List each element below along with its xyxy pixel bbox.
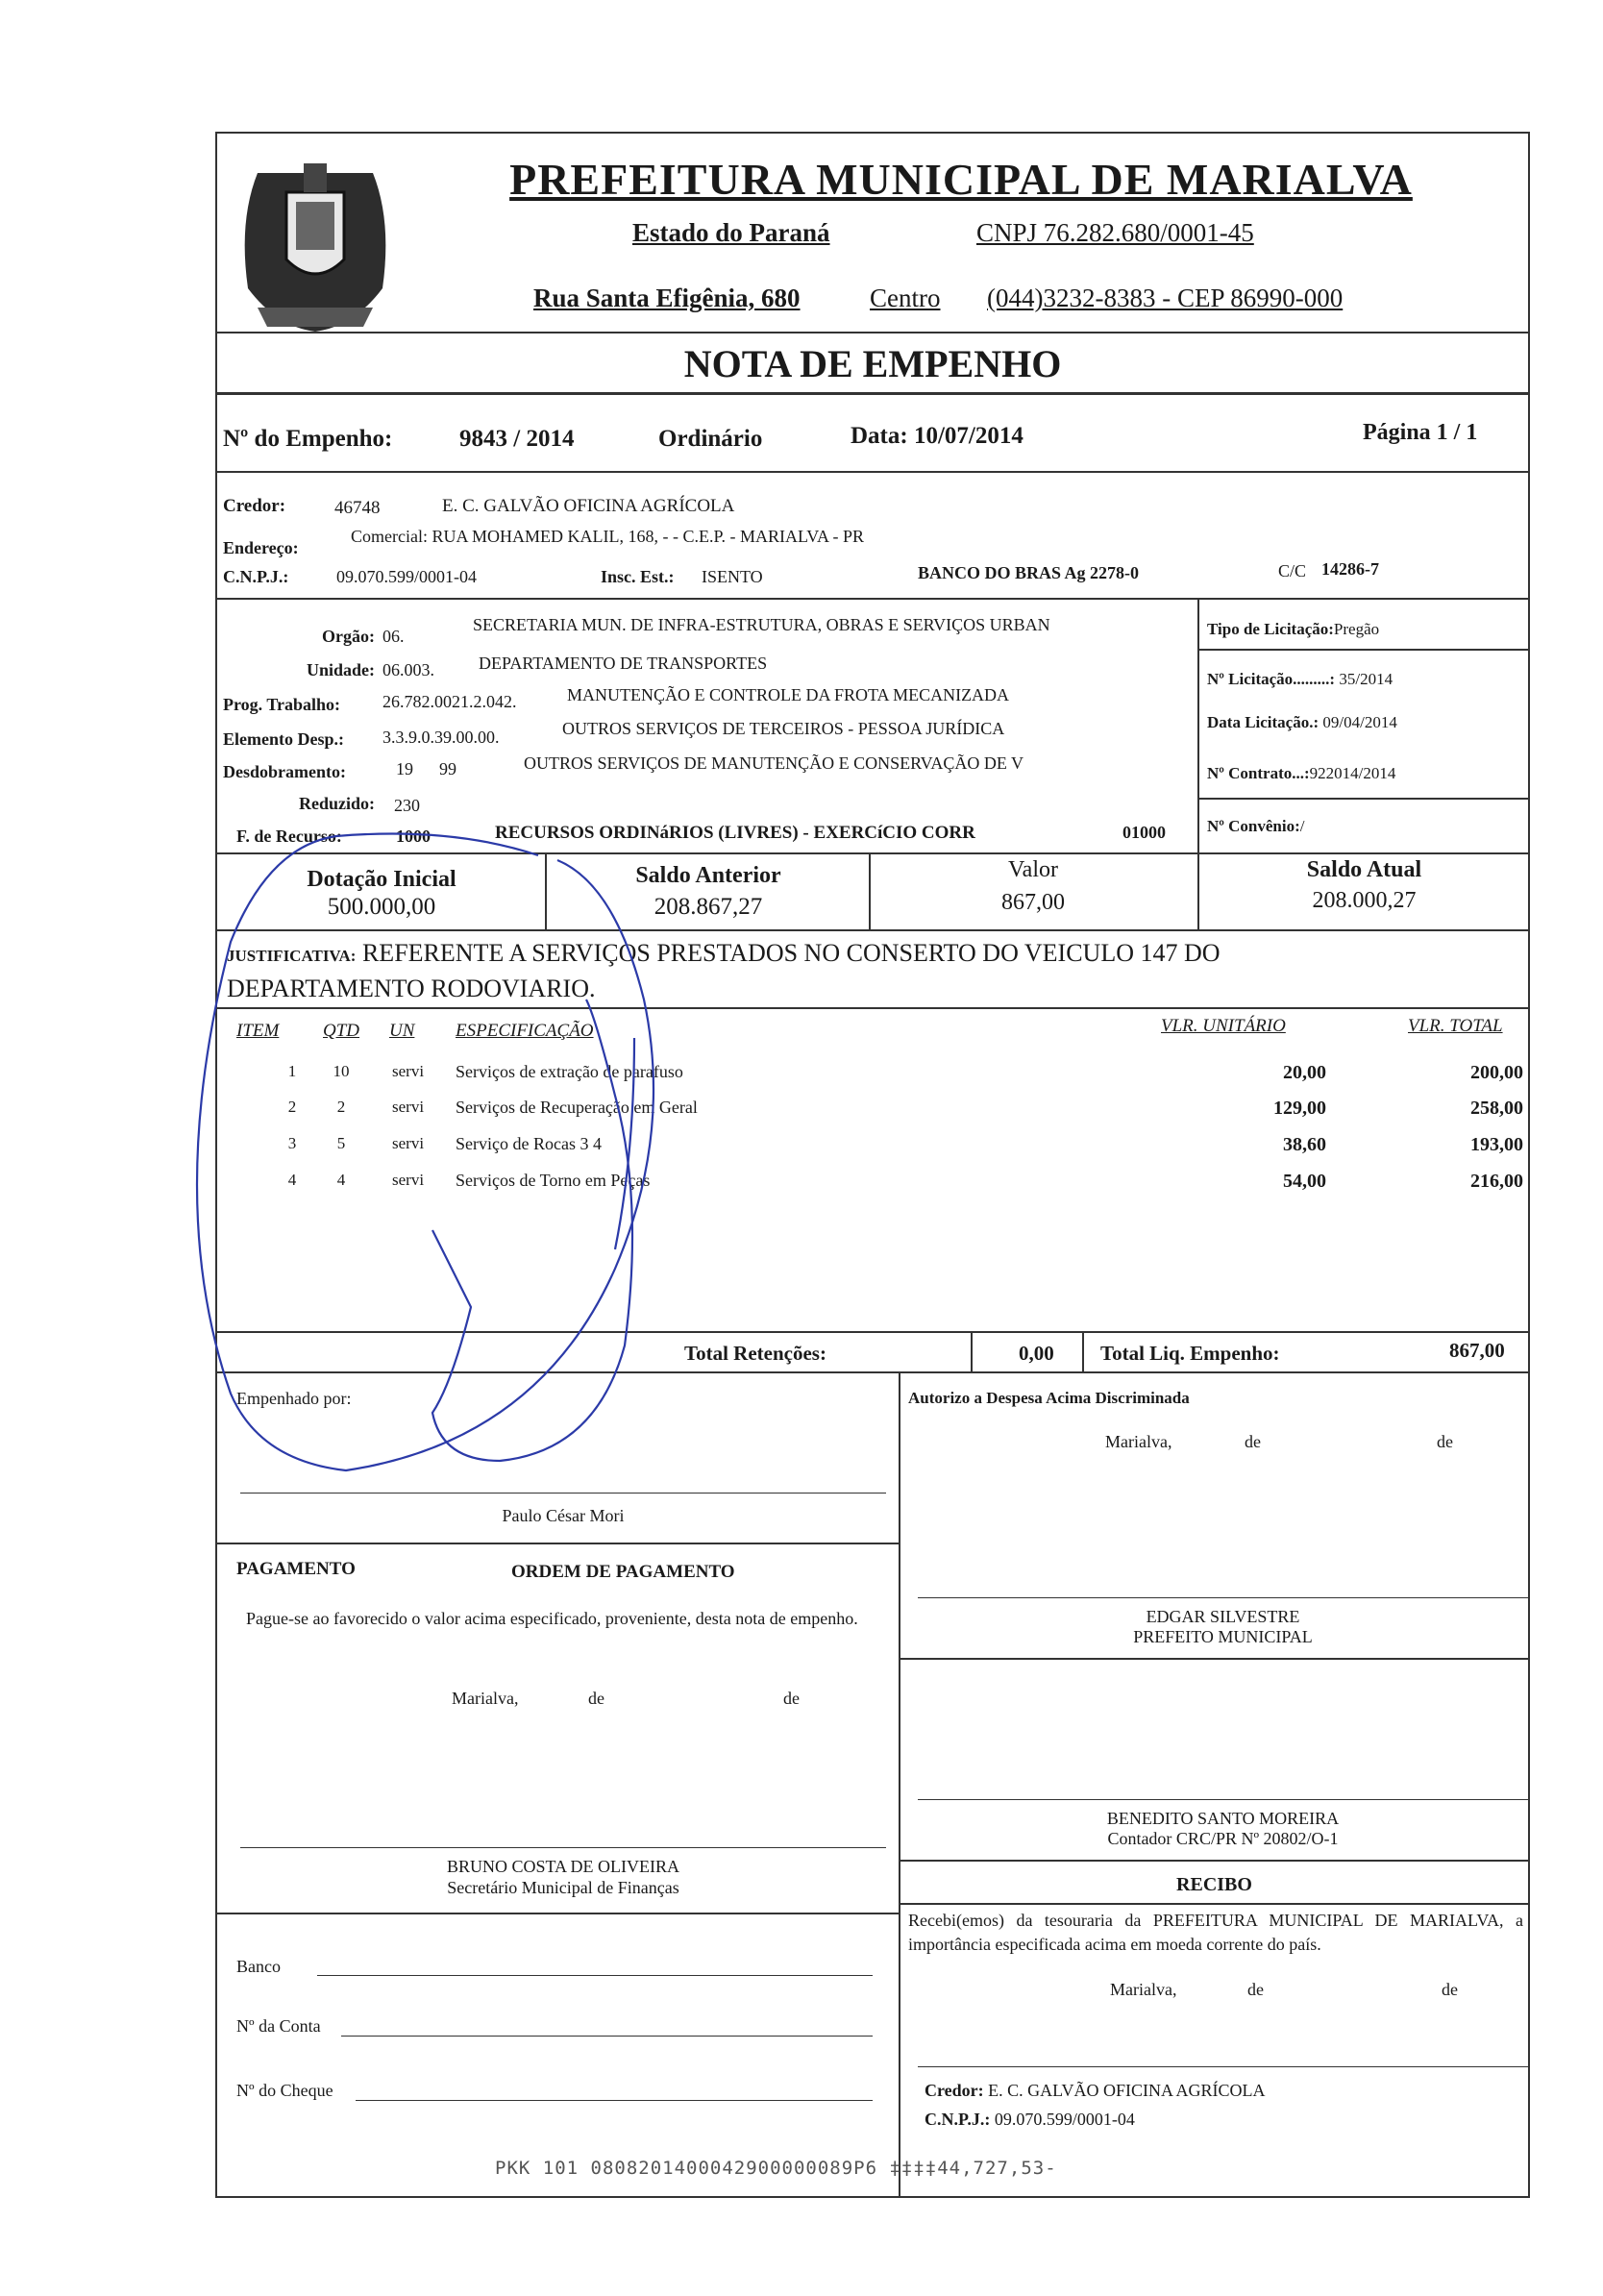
recibo-credor-label: Credor: [925,2081,984,2100]
insc-label: Insc. Est.: [601,567,675,586]
fonte-code: 1000 [396,827,431,846]
cheque-label: Nº do Cheque [236,2081,333,2100]
contador-title: Contador CRC/PR Nº 20802/O-1 [1107,1829,1339,1848]
prog-code: 26.782.0021.2.042. [382,692,517,711]
credor-name: E. C. GALVÃO OFICINA AGRÍCOLA [442,496,735,516]
pagamento-text: Pague-se ao favorecido o valor acima especificado, proveniente, desta nota de empenho. [246,1609,858,1628]
convenio-label: Nº Convênio: [1207,817,1300,835]
footer-code: PKK 101 0808201400042900000089P6 ‡‡‡‡44,727,53- [495,2158,1057,2179]
item-description: Serviços de Recuperação em Geral [456,1098,698,1117]
reduzido-label: Reduzido: [298,794,375,813]
item-unit-price: 129,00 [1273,1098,1326,1119]
pagamento-de-2: de [783,1689,800,1708]
dotacao-inicial-value: 500.000,00 [327,894,436,920]
saldo-atual-value: 208.000,27 [1312,888,1417,913]
desdobramento-label: Desdobramento: [223,762,346,781]
item-unit-price: 38,60 [1283,1134,1326,1155]
col-unit-header: VLR. UNITÁRIO [1161,1016,1286,1036]
item-description: Serviços de extração de parafuso [456,1062,683,1081]
fonte-label: F. de Recurso: [236,827,342,846]
total-retencoes-value: 0,00 [1019,1342,1054,1365]
elemento-code: 3.3.9.0.39.00.00. [382,728,500,747]
address-label: Rua Santa Efigênia, 680 [533,284,801,312]
orgao-code: 06. [382,627,405,646]
state-label: Estado do Paraná [632,218,830,247]
autorizo-de-2: de [1437,1432,1453,1451]
prog-name: MANUTENÇÃO E CONTROLE DA FROTA MECANIZADA [567,685,1010,704]
conta-label: Nº da Conta [236,2016,321,2036]
saldo-atual-label: Saldo Atual [1306,857,1422,882]
empenho-date: Data: 10/07/2014 [851,423,1023,449]
pagamento-place: Marialva, [452,1689,519,1708]
phone-cep-label: (044)3232-8383 - CEP 86990-000 [987,284,1344,312]
item-number: 4 [287,1171,297,1189]
valor-label: Valor [1008,857,1058,882]
reduzido-value: 230 [394,796,420,815]
recibo-title: RECIBO [1176,1874,1252,1895]
total-liquido-label: Total Liq. Empenho: [1100,1342,1280,1365]
empenhado-name: Paulo César Mori [502,1506,625,1525]
recibo-de-2: de [1442,1980,1458,1999]
licitacao-num-label: Nº Licitação.........: [1207,670,1336,688]
credor-address: Comercial: RUA MOHAMED KALIL, 168, - - C.E.P. - MARIALVA - PR [351,527,865,546]
item-total-price: 193,00 [1470,1134,1523,1155]
item-number: 2 [287,1098,297,1116]
recibo-text: Recebi(emos) da tesouraria da PREFEITURA MUNICIPAL DE MARIALVA, a importância especificada acima em moeda corrente do país. [908,1911,1523,1954]
credor-code: 46748 [334,498,381,518]
item-description: Serviços de Torno em Peças [456,1171,651,1190]
justificativa-label: JUSTIFICATIVA: [227,947,357,965]
empenho-number-label: Nº do Empenho: [223,426,393,452]
total-liquido-value: 867,00 [1449,1339,1505,1362]
desdobramento-code: 19 99 [396,759,456,778]
justificativa-line2: DEPARTAMENTO RODOVIARIO. [227,975,596,1002]
unidade-label: Unidade: [306,660,375,679]
cnpj-label: CNPJ 76.282.680/0001-45 [976,218,1254,247]
col-qtd-header: QTD [323,1021,360,1041]
contrato-value: 922014/2014 [1309,764,1396,782]
cc-value: 14286-7 [1321,559,1379,579]
elemento-label: Elemento Desp.: [223,729,344,749]
item-number: 1 [287,1062,297,1080]
item-description: Serviço de Rocas 3 4 [456,1134,602,1153]
saldo-anterior-value: 208.867,27 [654,894,763,920]
prefeito-title: PREFEITO MUNICIPAL [1133,1627,1313,1646]
credor-cnpj-label: C.N.P.J.: [223,567,289,586]
item-qtd: 2 [336,1098,346,1116]
empenho-number: 9843 / 2014 [459,426,575,452]
elemento-name: OUTROS SERVIÇOS DE TERCEIROS - PESSOA JURÍDICA [562,719,1005,738]
total-retencoes-label: Total Retenções: [684,1342,826,1365]
item-unit: servi [392,1134,425,1152]
empenho-type: Ordinário [658,426,763,452]
dotacao-inicial-label: Dotação Inicial [307,867,456,892]
district-label: Centro [870,284,941,312]
item-total-price: 216,00 [1470,1171,1523,1192]
empenhado-por-label: Empenhado por: [236,1389,352,1408]
pagamento-label: PAGAMENTO [236,1559,356,1579]
recibo-credor-value: E. C. GALVÃO OFICINA AGRÍCOLA [988,2081,1266,2100]
col-item-header: ITEM [236,1021,280,1041]
recibo-cnpj-value: 09.070.599/0001-04 [994,2110,1135,2129]
item-unit: servi [392,1171,425,1189]
item-unit-price: 20,00 [1283,1062,1326,1083]
page-title: PREFEITURA MUNICIPAL DE MARIALVA [509,155,1413,204]
secretario-name: BRUNO COSTA DE OLIVEIRA [446,1857,680,1876]
item-unit-price: 54,00 [1283,1171,1326,1192]
item-total-price: 258,00 [1470,1098,1523,1119]
contador-name: BENEDITO SANTO MOREIRA [1106,1809,1340,1828]
autorizo-place: Marialva, [1105,1432,1172,1451]
fonte-number: 01000 [1122,823,1166,842]
address-field-label: Endereço: [223,538,299,557]
item-number: 3 [287,1134,297,1152]
item-qtd: 5 [336,1134,346,1152]
autorizo-de-1: de [1245,1432,1261,1451]
tipo-licitacao-label: Tipo de Licitação: [1207,620,1334,638]
convenio-value: / [1299,817,1305,835]
item-unit: servi [392,1098,425,1116]
licitacao-date-value: 09/04/2014 [1322,713,1397,731]
banco-label: Banco [236,1957,281,1976]
item-qtd: 10 [333,1062,350,1080]
item-qtd: 4 [336,1171,346,1189]
justificativa-line1: REFERENTE A SERVIÇOS PRESTADOS NO CONSERTO DO VEICULO 147 DO [361,939,1221,967]
prog-label: Prog. Trabalho: [223,695,341,714]
item-total-price: 200,00 [1470,1062,1523,1083]
recibo-cnpj-label: C.N.P.J.: [925,2110,991,2129]
ordem-pagamento-label: ORDEM DE PAGAMENTO [511,1562,735,1582]
credor-cnpj: 09.070.599/0001-04 [336,567,477,586]
unidade-name: DEPARTAMENTO DE TRANSPORTES [479,654,768,673]
unidade-code: 06.003. [382,660,434,679]
fonte-name: RECURSOS ORDINáRIOS (LIVRES) - EXERCíCIO CORR [495,823,975,843]
secretario-title: Secretário Municipal de Finanças [447,1878,679,1897]
insc-value: ISENTO [702,567,763,586]
recibo-de-1: de [1247,1980,1264,1999]
col-total-header: VLR. TOTAL [1408,1016,1503,1036]
bank-info: BANCO DO BRAS Ag 2278-0 [918,563,1140,582]
cc-label: C/C [1278,561,1307,580]
valor-value: 867,00 [1001,890,1065,915]
pagamento-de-1: de [588,1689,604,1708]
saldo-anterior-label: Saldo Anterior [635,863,781,888]
page-number: Página 1 / 1 [1363,420,1478,445]
document-type-title: NOTA DE EMPENHO [683,342,1062,385]
credor-label: Credor: [223,496,286,516]
contrato-label: Nº Contrato...: [1207,764,1310,782]
autorizo-label: Autorizo a Despesa Acima Discriminada [908,1389,1190,1407]
col-esp-header: ESPECIFICAÇÃO [456,1021,594,1041]
licitacao-num-value: 35/2014 [1339,670,1393,688]
prefeito-name: EDGAR SILVESTRE [1146,1607,1300,1626]
item-unit: servi [392,1062,425,1080]
licitacao-date-label: Data Licitação.: [1207,713,1319,731]
tipo-licitacao-value: Pregão [1333,620,1380,638]
recibo-place: Marialva, [1110,1980,1177,1999]
orgao-name: SECRETARIA MUN. DE INFRA-ESTRUTURA, OBRAS E SERVIÇOS URBAN [473,615,1050,634]
desdobramento-name: OUTROS SERVIÇOS DE MANUTENÇÃO E CONSERVAÇÃO DE V [524,753,1023,773]
col-un-header: UN [389,1021,415,1041]
orgao-label: Orgão: [322,627,375,646]
